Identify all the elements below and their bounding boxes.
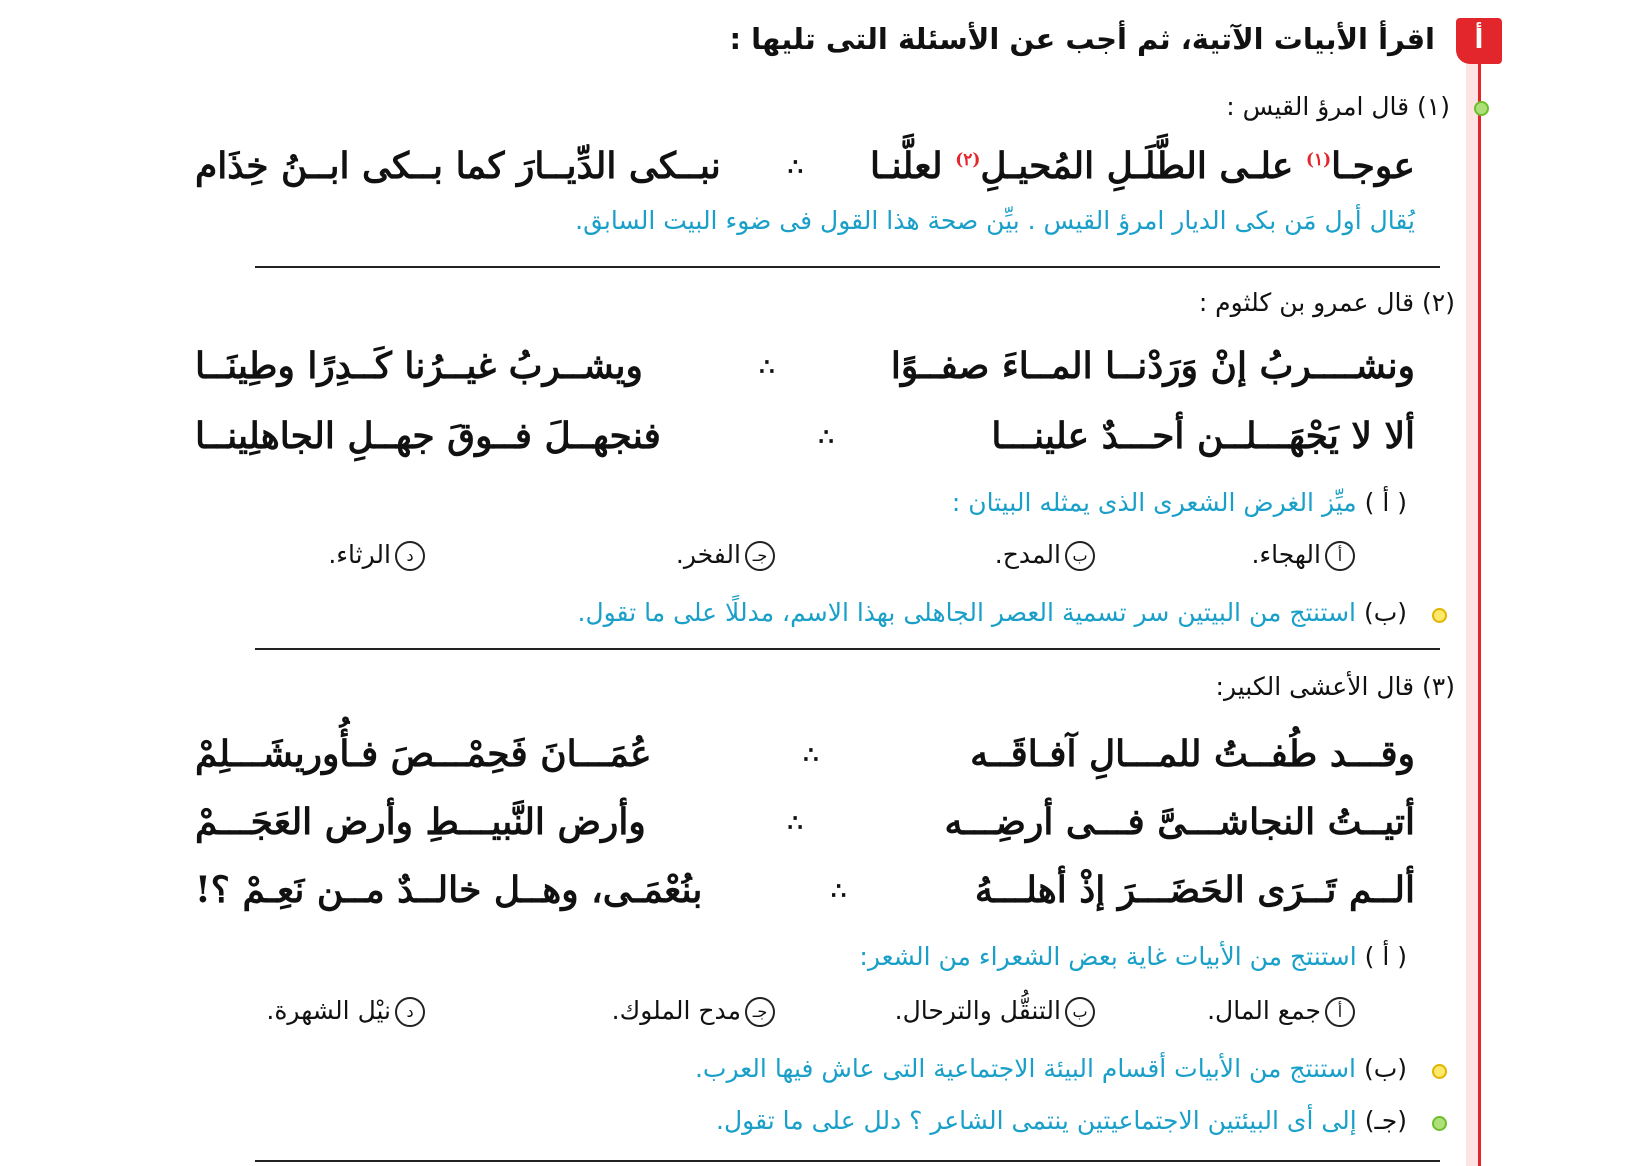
verse-second-hemistich: فنجهــلَ فــوقَ جهــلِ الجاهلِينــا	[195, 415, 661, 457]
section-3-question-a: ( أ ) استنتج من الأبيات غاية بعض الشعراء من الشعر:	[859, 942, 1407, 971]
section-1-heading: (١) قال امرؤ القيس :	[1226, 92, 1450, 121]
verse-separator: ∴	[787, 807, 803, 837]
verse-separator: ∴	[787, 151, 804, 181]
section-1-question: يُقال أول مَن بكى الديار امرؤ القيس . بيِّن صحة هذا القول فى ضوء البيت السابق.	[575, 206, 1415, 235]
verse-2-1	[195, 340, 1415, 392]
section-3-question-c: (جـ) إلى أى البيئتين الاجتماعيتين ينتمى الشاعر ؟ دلل على ما تقول.	[716, 1106, 1407, 1135]
bullet-dot	[1432, 1064, 1447, 1079]
verse-3-2	[195, 796, 1415, 848]
verse-3-1	[195, 728, 1415, 780]
choice-option[interactable]: أجمع المال.	[1207, 996, 1355, 1027]
section-2-question-b: (ب) استنتج من البيتين سر تسمية العصر الجاهلى بهذا الاسم، مدللًا على ما تقول.	[577, 598, 1407, 627]
verse-first-hemistich: ألا لا يَجْهَـــلــن أحـــدٌ علينـــا	[991, 415, 1415, 457]
choice-option[interactable]: جـمدح الملوك.	[612, 996, 775, 1027]
verse-second-hemistich: عُمَـــانَ فَحِمْـــصَ فـأُوريشَـــلِمْ	[195, 733, 652, 775]
section-2-heading: (٢) قال عمرو بن كلثوم :	[1198, 288, 1455, 317]
verse-separator: ∴	[803, 739, 819, 769]
verse-second-hemistich: وأرض النَّبيـــطِ وأرض العَجَـــمْ	[195, 801, 646, 843]
verse-first-hemistich: عوجـا$^{(١)}$ علـى الطَّلَـلِ المُحيـلِ$^{(٢)}$ لعلَّنـا	[870, 145, 1415, 187]
verse-separator: ∴	[831, 875, 847, 905]
verse-separator: ∴	[818, 421, 834, 451]
verse-second-hemistich: بنُعْمَـى، وهــل خالــدٌ مــن نَعِـمْ ؟!	[195, 869, 703, 911]
divider	[255, 266, 1440, 268]
choice-option[interactable]: بالتنقُّل والترحال.	[895, 996, 1095, 1027]
bullet-dot	[1474, 101, 1489, 116]
verse-first-hemistich: ونشــــربُ إنْ وَرَدْنــا المــاءَ صفــوًا	[890, 345, 1415, 387]
divider	[255, 648, 1440, 650]
choice-option[interactable]: دالرثاء.	[328, 540, 425, 571]
verse-first-hemistich: ألــم تَــرَى الحَضَـــرَ إذْ أهلـــهُ	[974, 869, 1415, 911]
verse-second-hemistich: ويشــربُ غيــرُنا كَــدِرًا وطِينَــا	[195, 345, 643, 387]
section-3-question-b: (ب) استنتج من الأبيات أقسام البيئة الاجتماعية التى عاش فيها العرب.	[694, 1054, 1407, 1083]
section-3-heading: (٣) قال الأعشى الكبير:	[1215, 672, 1455, 701]
verse-1-1	[195, 140, 1415, 192]
verse-3-3	[195, 864, 1415, 916]
bullet-dot	[1432, 608, 1447, 623]
choice-option[interactable]: جـالفخر.	[676, 540, 775, 571]
margin-line	[1478, 20, 1481, 1166]
divider	[255, 1160, 1440, 1162]
verse-first-hemistich: أتيــتُ النجاشـــىَّ فـــى أرضِـــه	[944, 801, 1415, 843]
verse-second-hemistich: نبــكى الدِّيــارَ كما بــكى ابــنُ خِذَام	[195, 145, 721, 187]
verse-separator: ∴	[759, 351, 775, 381]
choice-option[interactable]: دنيْل الشهرة.	[266, 996, 425, 1027]
margin-band	[1466, 20, 1478, 1166]
exercise-tag: أ	[1456, 18, 1502, 64]
choice-option[interactable]: أالهجاء.	[1251, 540, 1355, 571]
bullet-dot	[1432, 1116, 1447, 1131]
exercise-title: اقرأ الأبيات الآتية، ثم أجب عن الأسئلة التى تليها :	[729, 22, 1435, 56]
section-2-question-a: ( أ ) ميِّز الغرض الشعرى الذى يمثله البيتان :	[951, 488, 1407, 517]
choice-option[interactable]: بالمدح.	[995, 540, 1095, 571]
verse-first-hemistich: وقـــد طُفــتُ للمـــالِ آفـاقَــه	[970, 733, 1415, 775]
verse-2-2	[195, 410, 1415, 462]
